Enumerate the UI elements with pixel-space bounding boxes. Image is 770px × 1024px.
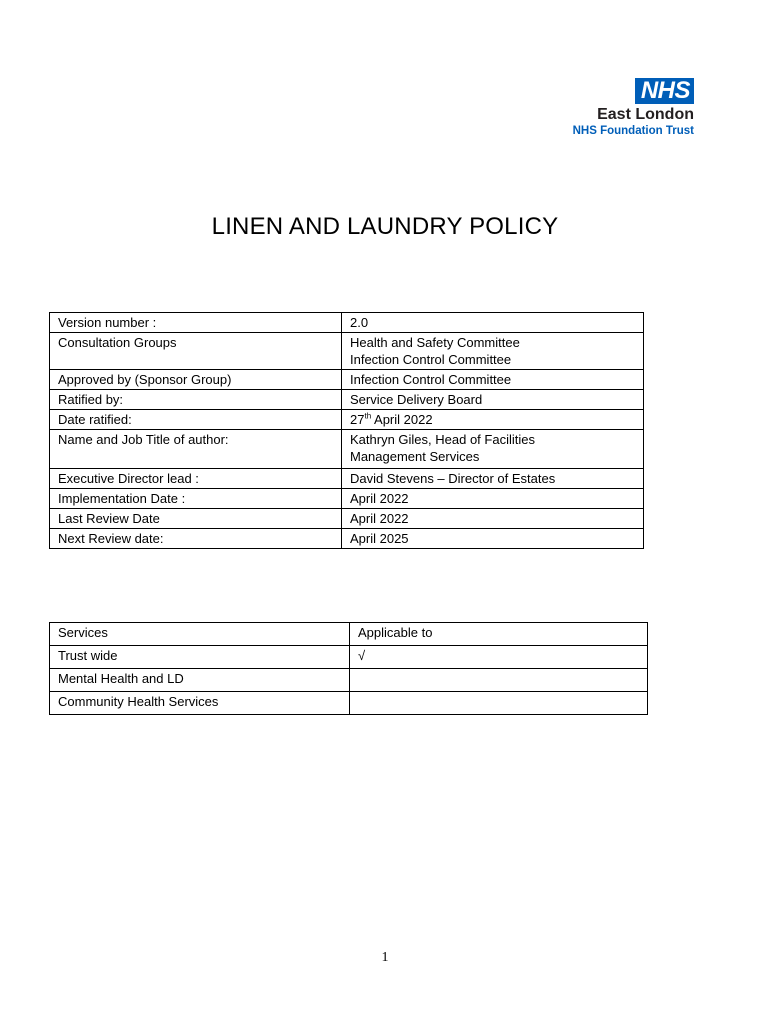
- nhs-logo: [564, 78, 694, 138]
- table-row: [50, 509, 644, 529]
- ratified-label: Ratified by:: [50, 390, 342, 410]
- next-review-label: Next Review date:: [50, 529, 342, 549]
- date-ratified-rest: April 2022: [371, 412, 433, 427]
- version-value: 2.0: [342, 313, 644, 333]
- table-row: [50, 646, 648, 669]
- table-row: [50, 489, 644, 509]
- table-row: [50, 410, 644, 430]
- last-review-label: Last Review Date: [50, 509, 342, 529]
- applicable-mark: [350, 692, 648, 715]
- policy-details-table: [49, 312, 644, 549]
- services-table: [49, 622, 648, 715]
- impl-label: Implementation Date :: [50, 489, 342, 509]
- table-row: [50, 390, 644, 410]
- next-review-value: April 2025: [342, 529, 644, 549]
- approved-label: Approved by (Sponsor Group): [50, 370, 342, 390]
- table-row: [50, 669, 648, 692]
- applicable-header: Applicable to: [350, 623, 648, 646]
- table-row: [50, 469, 644, 489]
- impl-value: April 2022: [342, 489, 644, 509]
- service-name: Mental Health and LD: [50, 669, 350, 692]
- table-row: [50, 430, 644, 469]
- document-title: LINEN AND LAUNDRY POLICY: [211, 213, 559, 240]
- exec-label: Executive Director lead :: [50, 469, 342, 489]
- service-name: Trust wide: [50, 646, 350, 669]
- consultation-value-1: Health and Safety Committee: [350, 335, 520, 350]
- applicable-mark: √: [350, 646, 648, 669]
- table-row: [50, 370, 644, 390]
- service-name: Community Health Services: [50, 692, 350, 715]
- nhs-badge: NHS: [635, 78, 694, 104]
- page-number: 1: [381, 950, 389, 965]
- author-value-1: Kathryn Giles, Head of Facilities: [350, 432, 535, 447]
- date-ratified-day: 27: [350, 412, 365, 427]
- applicable-mark: [350, 669, 648, 692]
- date-ratified-suffix: th: [364, 411, 372, 421]
- consultation-label: Consultation Groups: [50, 333, 342, 370]
- last-review-value: April 2022: [342, 509, 644, 529]
- exec-value: David Stevens – Director of Estates: [342, 469, 644, 489]
- approved-value: Infection Control Committee: [342, 370, 644, 390]
- table-row: [50, 313, 644, 333]
- author-value-2: Management Services: [350, 449, 480, 464]
- version-label: Version number :: [50, 313, 342, 333]
- consultation-value: [342, 333, 644, 370]
- date-ratified-label: Date ratified:: [50, 410, 342, 430]
- trust-name: NHS Foundation Trust: [572, 125, 694, 137]
- ratified-value: Service Delivery Board: [342, 390, 644, 410]
- org-name: East London: [597, 106, 694, 123]
- author-value: [342, 430, 644, 469]
- author-label: Name and Job Title of author:: [50, 430, 342, 469]
- table-row: [50, 333, 644, 370]
- table-row: [50, 529, 644, 549]
- table-header-row: [50, 623, 648, 646]
- services-header: Services: [50, 623, 350, 646]
- date-ratified-value: [342, 410, 644, 430]
- consultation-value-2: Infection Control Committee: [350, 352, 512, 367]
- table-row: [50, 692, 648, 715]
